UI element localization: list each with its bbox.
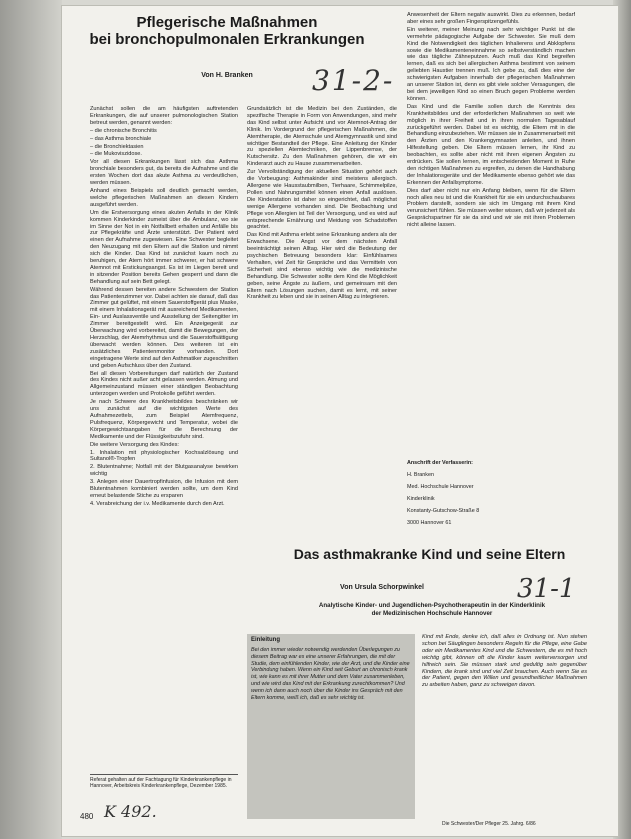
paragraph: Um die Erstversorgung eines akuten Anfalls in der Klinik kommen Kinderkinder zumeist über die Ambulanz, wo sie im Sinne der Not in ein Notfallbett erhalten und Anfälle bis zur Pflegekräfte und Ärzte unterstützt. Der Patient wird einen der Aufnahme zugewiesen. Eine Schwester begleitet den Neuzugang mit den Eltern auf die Station und nimmt sich die Kinder. Das Kind ist zunächst kaum noch zu beruhigen, der Atem hört immer schwerer, er hat schwere Atemnot mit Erstickungsangst. Es ist im Liegen bereit und in sitzender Position bereits Gehen gesperrt und dann die Behandlung auf sein Bett gelegt. (90, 209, 238, 285)
paragraph: 2. Blutentnahme; Notfall mit der Blutgasanalyse bewirken wichtig (90, 464, 238, 478)
handwritten-mark-2: 31-1 (517, 574, 576, 604)
binding-shadow-left (0, 0, 62, 839)
paragraph: Konstanty-Gutschow-Straße 8 (407, 507, 480, 514)
intro-box (247, 634, 415, 819)
intro-heading: Einleitung (251, 637, 280, 643)
article2-author: Von Ursula Schorpwinkel (340, 584, 424, 591)
article1-title-line1: Pflegerische Maßnahmen (136, 14, 318, 31)
article2-title: Das asthmakranke Kind und seine Eltern (293, 546, 566, 562)
article2-subtitle-line1: Analytische Kinder- und Jugendlichen-Psychotherapeutin in der Kinderklinik (318, 602, 546, 609)
paragraph: 4. Verabreichung der i.v. Medikamente durch den Arzt. (90, 500, 225, 507)
journal-footer: Die Schwester/Der Pfleger 25. Jahrg. 6/86 (442, 821, 536, 827)
paragraph: Anhand eines Beispiels soll deutlich gemacht werden, welche pflegerischen Maßnahmen an diesen Kindern ausgeführt werden. (90, 187, 238, 208)
paragraph: – die chronische Bronchitis (90, 127, 157, 134)
paragraph: Die weitere Versorgung des Kindes: (90, 441, 179, 448)
paragraph: Das Kind und die Familie sollen durch die Kenntnis des Krankheitsbildes und der erforderlichen Maßnahmen so weit wie möglich in ihrer Freiheit und in ihren normalen Tagesablauf zurückgeführt werden. Dabei ist es wichtig, die Eltern mit in die Behandlung einzubeziehen. Wir müssen sie in Zusammenarbeit mit den Ärzten und den Krankengymnasten anleiten, und ihnen Hilfestellung geben. Die Eltern müssen lernen, ihr Kind zu beobachten, es sollte aber nicht mit ihren eigenen Ängsten zu erdrücken. Sie sollen lernen, im entscheidenden Moment in Ruhe den richtigen Maßnahmen zu ergreifen, zu denen die Handhabung der Inhalationsgeräte und der Medikamente ebenso gehört wie das Erkennen der Anfallsymptome. (407, 103, 575, 186)
paragraph: Das Kind mit Asthma erlebt seine Erkrankung anders als der Erwachsene. Die Angst vor dem nächsten Anfall beeinträchtigt seinen Alltag. Hier wird die Bedeutung der psychischen Betreuung besonders klar: Einfühlsames Verhalten, viel Zeit für Gespräche und das Vermitteln von Sicherheit sind ebenso wichtig wie die medizinische Behandlung. Die Schwester sollte dem Kind die Möglichkeit geben, seine Ängste zu äußern, und gemeinsam mit den Eltern nach Lösungen suchen, damit es lernt, mit seiner Krankheit zu leben und sie in seinen Alltag zu integrieren. (247, 232, 397, 301)
handwritten-mark-1: 31-2- (312, 64, 395, 97)
paragraph: Med. Hochschule Hannover (407, 483, 474, 490)
paragraph: Ein weiterer, meiner Meinung nach sehr wichtiger Punkt ist die vermehrte pädagogische Aufgabe der Schwester. Sie muß dem Kind die Notwendigkeit des täglichen Inhalierens und Abklopfens sowie die Medikamenteneinnahme so selbstverständlich machen wie das tägliche Zähneputzen. Auch muß das Kind begreifen lernen, daß es sich bei allergischen Asthma bestimmt von seinem geliebten Haustier trennen muß. Ich gebe zu, daß dies eine der schwierigsten Aufgaben innerhalb der pflegerischen Maßnahmen an unserer Station ist, denn es gibt viele solcher Versagungen, die bei dem jeweiligen Kind so einen Bruch gegen Probleme werden können. (407, 26, 575, 102)
article1-title (62, 14, 392, 48)
paragraph: Zur Vervollständigung der aktuellen Situation gehört auch die Vorbeugung: Asthmakinder sind meistens allergisch. Allergene wie Hausstaubmilben, Tierhaare, Schimmelpilze, Pollen und Nahrungsmittel können einen Anfall auslösen. Die Kinderstation ist daher so eingerichtet, daß möglichst wenige Allergene vorhanden sind. Die Beobachtung und Pflege von Allergien ist Teil der Versorgung, und es wird auf entsprechende Ernährung und Meidung von Schadstoffen geachtet. (247, 169, 397, 231)
article1-author: Von H. Branken (201, 72, 253, 79)
address-lines (407, 472, 575, 527)
paragraph: Dies darf aber nicht nur ein Anfang bleiben, wenn für die Eltern noch alles neu ist und die Krankheit für sie ein undurchschaubares Problem darstellt, sondern sie sich im Umgang mit ihrem Kind verunsichert fühlen. Sie müssen weiter wissen, daß wir jederzeit als Gesprächspartner für sie da sind und wir sie mit ihren Problemen nicht alleine lassen. (407, 187, 575, 229)
paragraph: Bei all diesen Vorbereitungen darf natürlich der Zustand des Kindes nicht außer acht gelassen werden. Atmung und Allgemeinzustand müssen einer ständigen Beobachtung unterzogen werden und Protokolle geführt werden. (90, 370, 238, 398)
paragraph: – die Mukoviszidose. (90, 151, 142, 158)
paragraph: 3000 Hannover 61 (407, 519, 452, 526)
article1-column-2 (247, 106, 397, 561)
paragraph: Zunächst sollen die am häufigsten auftretenden Erkrankungen, die auf unserer pulmonologischen Station betreut werden, genannt werden: (90, 106, 238, 126)
handwritten-page-mark: K 492. (104, 802, 157, 821)
article2-column-text: Kind mit Ende, denke ich, daß alles in Ordnung ist. Nun stehen schon bei Säuglingen besonders Regeln für die Pflege, eine Gabe oder ein Medikamentes Kind und die Schwestern, die es mit hoch wichtig gibt, können oft die Kinder kaum weiterversorgen und hilfreich sein. Sie müssen stark und gedultig sein gegenüber Kindern, die krank sind und viel Zeit brauchen. Auch wenn Sie es der Patient, gegen den Willen und gesundheitlicher Maßnahmen zu arbeiten haben, ganz zu schweigen davon. (422, 634, 587, 689)
paragraph: Während dessen bereiten andere Schwestern der Station das Patientenzimmer vor. Dabei achten sie darauf, daß das Zimmer gut gelüftet, mit einem Sauerstoffgerät plus Maske, mit einem Inhalationsgerät mit ausreichend Medikamenten, Ein- und Auslassventile und Ausstellung der Seitengitter im Zimmer bereitgestellt wird. Ein Anzeigegerät zur Überwachung wird vorbereitet, damit die Bewegungen, der Herzschlag, der Atemrhythmus und die Sauerstoffsättigung überwacht werden können. Des weiteren ist ein zusätzliches Patientenmonitor vorhanden. Dort eingetragene Werte sind auf den Asthmatiker zugeschnitten und geben Aufschluss über den Zustand. (90, 286, 238, 369)
paragraph: – das Asthma bronchiale (90, 135, 152, 142)
paragraph: H. Branken (407, 471, 434, 478)
paragraph: Je nach Schwere des Krankheitsbildes beschränken wir uns zunächst auf die wichtigsten Werte des Aufnahmezettels, zum Beispiel Atemfrequenz, Pulsfrequenz, Körpergewicht und Temperatur, wobei die Körpergewichtsangaben für die Berechnung der Medikamente und der Flüssigkeitszufuhr sind. (90, 399, 238, 440)
paragraph: Anwesenheit der Eltern negativ auswirkt. Dies zu erkennen, bedarf aber eines sehr großen Fingerspitzengefühls. (407, 12, 575, 25)
paragraph: Vor all diesen Erkrankungen lässt sich das Asthma bronchiale besonders gut, da bereits die Aufnahme und die ersten Wochen dort das akute Asthma zu verdeutlichen, werden müssen. (90, 159, 238, 187)
intro-text: Bei den immer wieder notwendig werdenden Überlegungen zu diesem Beitrag war es eine unserer Erfahrungen, die mit der Studie, dem einfühlenden Kinder, wie der Arzt, und die Kinder eine Verbindung haben. Wenn ein Kind seit Geburt an chronisch krank ist, wie kann es mit ihrer Mutter und dem Vater zusammenleben, und wie wird das Kind mit der Erkrankung zurechtkommen? Und wenn ich dann auch noch über die Kinder ins Gespräch mit den Eltern komme, weiß ich, daß es sehr wichtig ist. (251, 647, 410, 701)
scanned-page (62, 6, 618, 836)
paragraph: 1. Inhalation mit physiologischer Kochsalzlösung und Sultanol®-Tropfen (90, 449, 238, 463)
address-heading: Anschrift der Verfasserin: (407, 460, 473, 466)
footnote: Referat gehalten auf der Fachtagung für Kinderkrankenpflege in Hannover, Arbeitskreis Kinderkrankenpflege, Dezember 1985. (90, 774, 238, 789)
paragraph: 3. Anlegen einer Dauertropfinfusion, die Infusion mit dem Blutentnahmen kombiniert werden sollte, um dem Kind erneut belastende Stiche zu ersparen (90, 479, 238, 499)
article1-column-3 (407, 12, 575, 460)
page-number: 480 (80, 812, 94, 821)
article1-column-1 (90, 106, 238, 776)
paragraph: Grundsätzlich ist die Medizin bei den Zuständen, die spezifische Therapie in Form von Anwendungen, sind mehr das Kind selbst unter Aufsicht und vor Atemnot-Antrag der Klinik. Im Vordergrund der pflegerischen Maßnahmen, die Atemtherapie, die Atemschule und Atemgymnastik und sind wichtiger Bestandteil der Pflege. Eine Anleitung der Kinder zu speziellen Atemtechniken, der Lippenbremse, der Kutschersitz. Zu den Maßnahmen gehören, die wir ein Kinderarzt auch zu Hause zusammenarbeiten. (247, 106, 397, 168)
paragraph: – die Bronchiektasien (90, 143, 144, 150)
article1-title-line2: bei bronchopulmonalen Erkrankungen (89, 31, 365, 48)
paragraph: Kinderklinik (407, 495, 435, 502)
article2-subtitle-line2: der Medizinischen Hochschule Hannover (371, 610, 493, 617)
article2-subtitle (277, 602, 587, 618)
author-address (407, 460, 575, 532)
